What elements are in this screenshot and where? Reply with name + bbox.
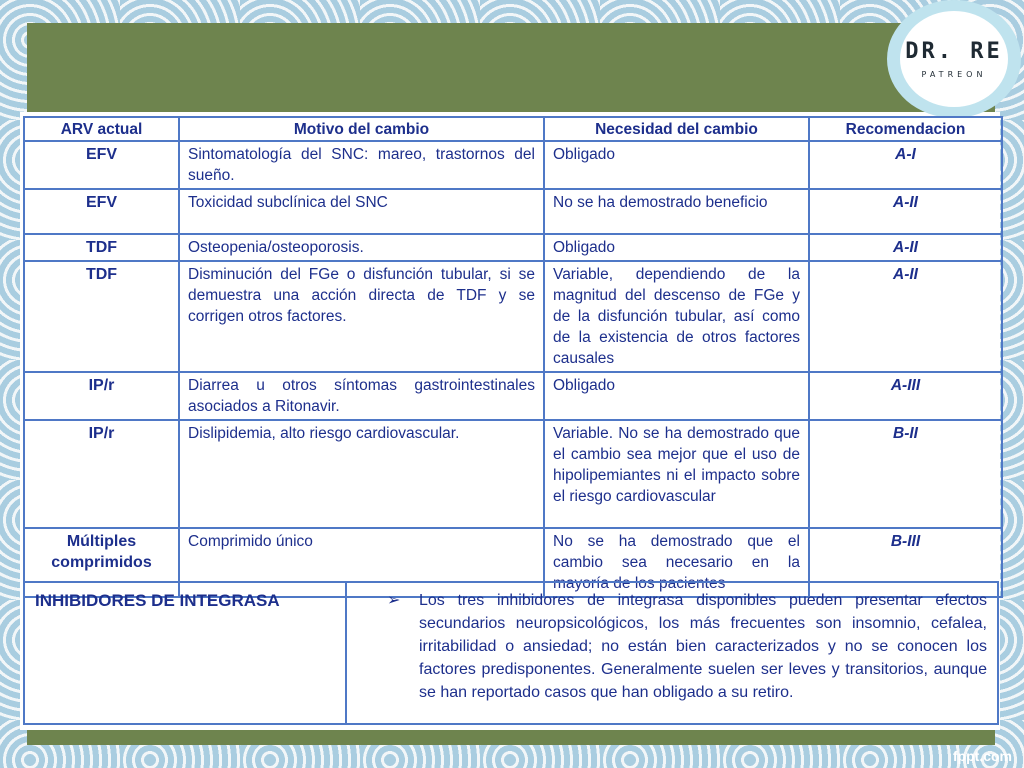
cell-arv: TDF bbox=[24, 261, 179, 372]
logo-title: DR. RE bbox=[905, 39, 1003, 64]
cell-necesidad: Variable. No se ha demostrado que el cambio sea mejor que el uso de hipolipemiantes ni el impacto sobre el riesgo cardiovascular bbox=[544, 420, 809, 528]
cell-motivo: Diarrea u otros síntomas gastrointestinales asociados a Ritonavir. bbox=[179, 372, 544, 420]
cell-arv: TDF bbox=[24, 234, 179, 261]
table-row bbox=[24, 261, 1002, 372]
cell-motivo: Disminución del FGe o disfunción tubular, si se demuestra una acción directa de TDF y se corrigen otros factores. bbox=[179, 261, 544, 372]
cell-motivo: Dislipidemia, alto riesgo cardiovascular. bbox=[179, 420, 544, 528]
cell-necesidad: Obligado bbox=[544, 372, 809, 420]
cell-arv: EFV bbox=[24, 141, 179, 189]
table-header-row bbox=[24, 117, 1002, 141]
header-arv-actual: ARV actual bbox=[24, 117, 179, 141]
cell-recomendacion: A-I bbox=[809, 141, 1002, 189]
cell-recomendacion: A-III bbox=[809, 372, 1002, 420]
cell-recomendacion: A-II bbox=[809, 234, 1002, 261]
table-row bbox=[24, 141, 1002, 189]
cell-motivo: Osteopenia/osteoporosis. bbox=[179, 234, 544, 261]
logo-circle bbox=[900, 11, 1008, 107]
cell-necesidad: Obligado bbox=[544, 234, 809, 261]
cell-arv: Múltiples comprimidos bbox=[24, 528, 179, 597]
integrasa-text: Los tres inhibidores de integrasa disponibles pueden presentar efectos secundarios neuropsicológicos, los más frecuentes son insomnio, cefalea, irritabilidad o ansiedad; no están bien caracterizados y no se conocen los factores predisponentes. Generalmente suelen ser leves y transitorios, aunque se han reportado casos que han obligado a su retiro. bbox=[419, 592, 987, 701]
arv-change-table bbox=[23, 116, 1003, 598]
logo-subtitle: PATREON bbox=[921, 70, 987, 79]
cell-motivo: Sintomatología del SNC: mareo, trastornos del sueño. bbox=[179, 141, 544, 189]
cell-motivo: Comprimido único bbox=[179, 528, 544, 597]
cell-necesidad: Variable, dependiendo de la magnitud del descenso de FGe y de la disfunción tubular, así como de la existencia de otros factores causales bbox=[544, 261, 809, 372]
table-row bbox=[24, 420, 1002, 528]
cell-necesidad: Obligado bbox=[544, 141, 809, 189]
header-necesidad: Necesidad del cambio bbox=[544, 117, 809, 141]
cell-recomendacion: B-III bbox=[809, 528, 1002, 597]
cell-recomendacion: B-II bbox=[809, 420, 1002, 528]
table-row bbox=[24, 189, 1002, 234]
cell-necesidad: No se ha demostrado que el cambio sea necesario en la mayoría de los pacientes bbox=[544, 528, 809, 597]
cell-arv: EFV bbox=[24, 189, 179, 234]
header-recomendacion: Recomendacion bbox=[809, 117, 1002, 141]
arrow-bullet-icon: ➢ bbox=[387, 592, 401, 609]
cell-recomendacion: A-II bbox=[809, 189, 1002, 234]
table-row bbox=[24, 234, 1002, 261]
cell-arv: IP/r bbox=[24, 372, 179, 420]
table-row bbox=[24, 372, 1002, 420]
footer-brand: fppt.com bbox=[952, 748, 1012, 764]
integrasa-box bbox=[23, 581, 999, 725]
logo-badge bbox=[887, 0, 1021, 118]
cell-motivo: Toxicidad subclínica del SNC bbox=[179, 189, 544, 234]
integrasa-content bbox=[347, 583, 997, 723]
header-motivo: Motivo del cambio bbox=[179, 117, 544, 141]
cell-arv: IP/r bbox=[24, 420, 179, 528]
cell-necesidad: No se ha demostrado beneficio bbox=[544, 189, 809, 234]
cell-recomendacion: A-II bbox=[809, 261, 1002, 372]
integrasa-title: INHIBIDORES DE INTEGRASA bbox=[25, 583, 347, 723]
